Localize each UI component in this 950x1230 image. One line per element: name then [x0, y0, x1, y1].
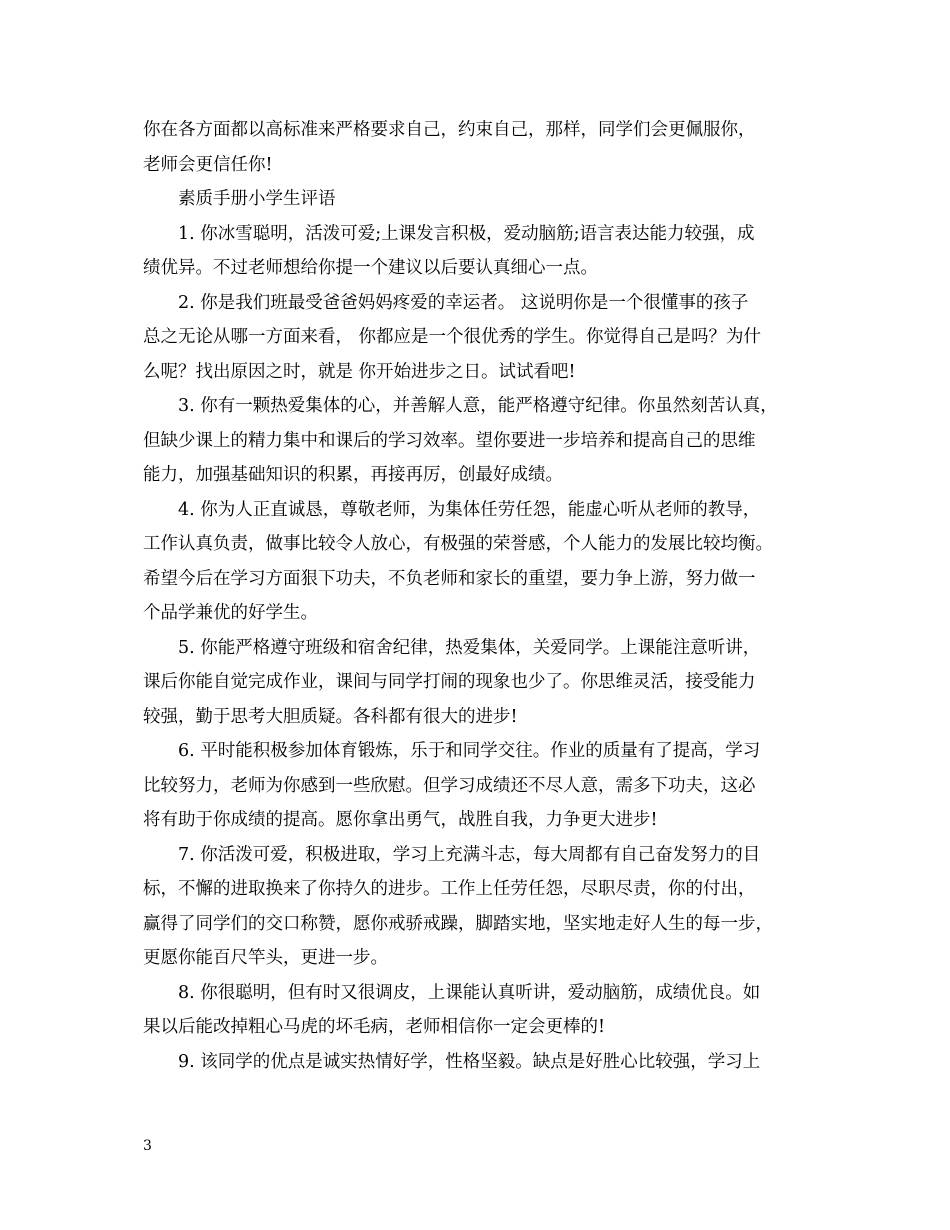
text-line: 将有助于你成绩的提高。愿你拿出勇气，战胜自我，力争更大进步! — [143, 810, 658, 830]
text-line: 老师会更信任你! — [143, 154, 273, 175]
text-line: 2. 你是我们班最受爸爸妈妈疼爱的幸运者。 这说明你是一个很懂事的孩子 — [178, 292, 749, 313]
text-line: 总之无论从哪一方面来看， 你都应是一个很优秀的学生。你觉得自己是吗？为什 — [143, 327, 762, 347]
text-line: 能力，加强基础知识的积累，再接再厉，创最好成绩。 — [143, 465, 563, 485]
text-line: 么呢？找出原因之时，就是 你开始进步之日。试试看吧! — [143, 361, 576, 382]
text-line: 标，不懈的进取换来了你持久的进步。工作上任劳任怨，尽职尽责，你的付出， — [143, 879, 756, 899]
text-line: 较强，勤于思考大胆质疑。各科都有很大的进步! — [143, 706, 518, 727]
text-line: 4. 你为人正直诚恳，尊敬老师，为集体任劳任怨，能虚心听从老师的教导， — [178, 499, 761, 520]
text-line: 工作认真负责，做事比较令人放心，有极强的荣誉感，个人能力的发展比较均衡。 — [143, 534, 773, 554]
text-line: 希望今后在学习方面狠下功夫，不负老师和家长的重望，要力争上游，努力做一 — [143, 568, 756, 589]
text-line: 1. 你冰雪聪明，活泼可爱;上课发言积极，爱动脑筋;语言表达能力较强，成 — [178, 223, 755, 244]
text-line: 6. 平时能积极参加体育锻炼，乐于和同学交往。作业的质量有了提高，学习 — [178, 741, 761, 761]
text-line: 素质手册小学生评语 — [178, 189, 336, 209]
text-line: 赢得了同学们的交口称赞，愿你戒骄戒躁，脚踏实地，坚实地走好人生的每一步， — [143, 913, 773, 934]
text-line: 果以后能改掉粗心马虎的坏毛病，老师相信你一定会更棒的! — [143, 1017, 606, 1037]
text-line: 8. 你很聪明，但有时又很调皮，上课能认真听讲，爱动脑筋，成绩优良。如 — [178, 982, 761, 1003]
text-line: 3. 你有一颗热爱集体的心，并善解人意，能严格遵守纪律。你虽然刻苦认真， — [178, 396, 778, 416]
text-line: 绩优异。不过老师想给你提一个建议以后要认真细心一点。 — [143, 258, 598, 278]
text-line: 比较努力，老师为你感到一些欣慰。但学习成绩还不尽人意，需多下功夫，这必 — [143, 775, 756, 796]
text-line: 个品学兼优的好学生。 — [143, 603, 318, 623]
text-line: 你在各方面都以高标准来严格要求自己，约束自己，那样，同学们会更佩服你， — [143, 120, 756, 140]
document-body — [143, 113, 813, 1079]
page-number: 3 — [143, 1138, 152, 1154]
text-line: 7. 你活泼可爱，积极进取，学习上充满斗志，每大周都有自己奋发努力的目 — [178, 844, 761, 865]
text-line: 9. 该同学的优点是诚实热情好学，性格坚毅。缺点是好胜心比较强，学习上 — [178, 1051, 761, 1072]
text-line: 5. 你能严格遵守班级和宿舍纪律，热爱集体，关爱同学。上课能注意听讲， — [178, 637, 761, 658]
text-line: 但缺少课上的精力集中和课后的学习效率。望你要进一步培养和提高自己的思维 — [143, 430, 756, 451]
text-line: 课后你能自觉完成作业，课间与同学打闹的现象也少了。你思维灵活，接受能力 — [143, 672, 756, 692]
text-line: 更愿你能百尺竿头，更进一步。 — [143, 948, 388, 968]
